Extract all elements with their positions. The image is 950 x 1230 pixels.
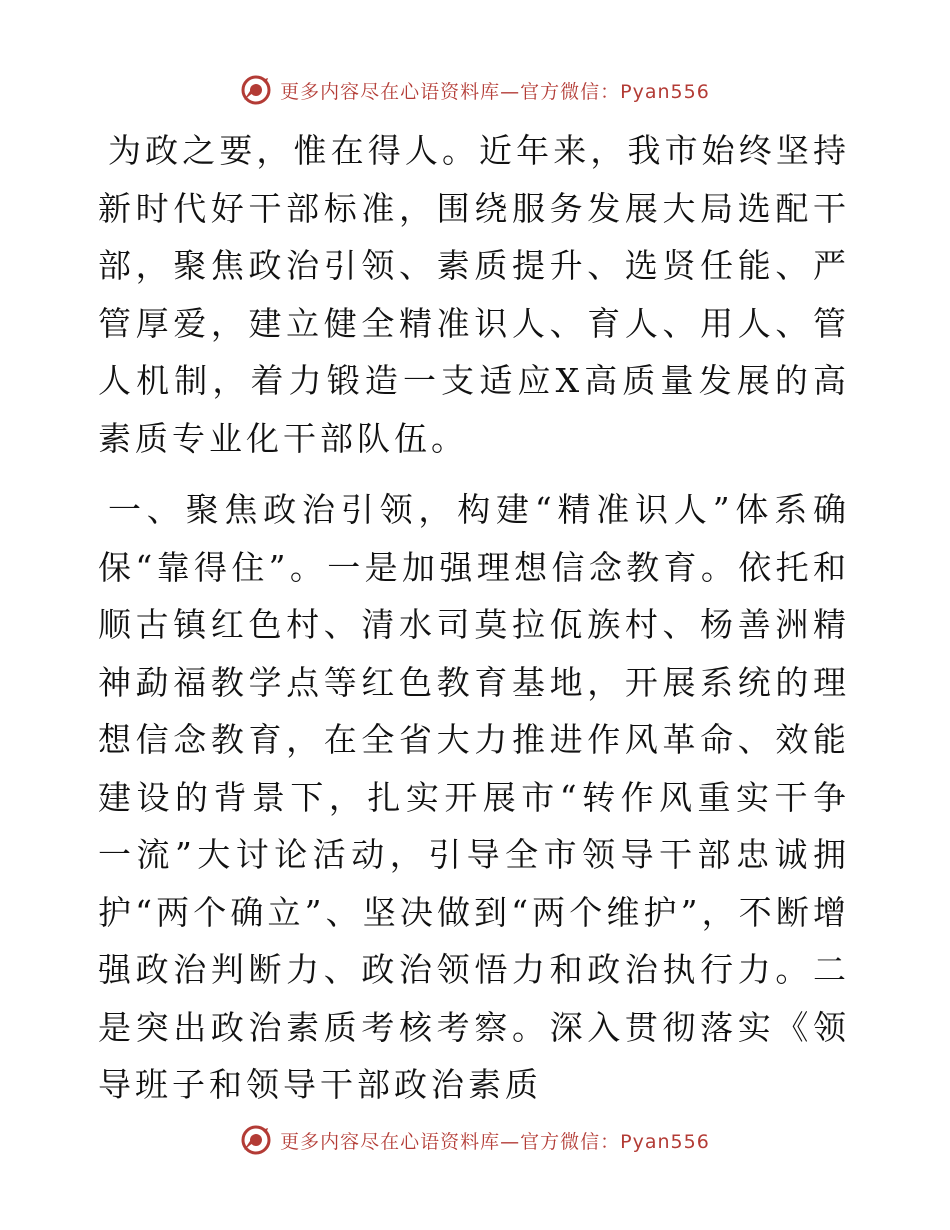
paragraph-section-one: 一、聚焦政治引领，构建“精准识人”体系确保“靠得住”。一是加强理想信念教育。依托和顺古镇红色村、清水司莫拉佤族村、杨善洲精神勐福教学点等红色教育基地，开展系统的理想信念教育，在全省大力推进作风革命、效能建设的背景下，扎实开展市“转作风重实干争一流”大讨论活动，引导全市领导干部忠诚拥护“两个确立”、坚决做到“两个维护”，不断增强政治判断力、政治领悟力和政治执行力。二是突出政治素质考核考察。深入贯彻落实《领导班子和领导干部政治素质 — [98, 490, 850, 1104]
header-banner-text: 更多内容尽在心语资料库—官方微信：Pyan556 — [280, 80, 710, 103]
seal-logo-icon — [240, 74, 272, 106]
footer-banner-text: 更多内容尽在心语资料库—官方微信：Pyan556 — [280, 1130, 710, 1153]
header-banner — [0, 70, 950, 110]
document-body — [98, 122, 850, 1114]
footer-banner — [0, 1120, 950, 1160]
seal-logo-icon — [240, 1124, 272, 1156]
paragraph-intro: 为政之要，惟在得人。近年来，我市始终坚持新时代好干部标准，围绕服务发展大局选配干部，聚焦政治引领、素质提升、选贤任能、严管厚爱，建立健全精准识人、育人、用人、管人机制，着力锻造一支适应X高质量发展的高素质专业化干部队伍。 — [98, 131, 850, 458]
